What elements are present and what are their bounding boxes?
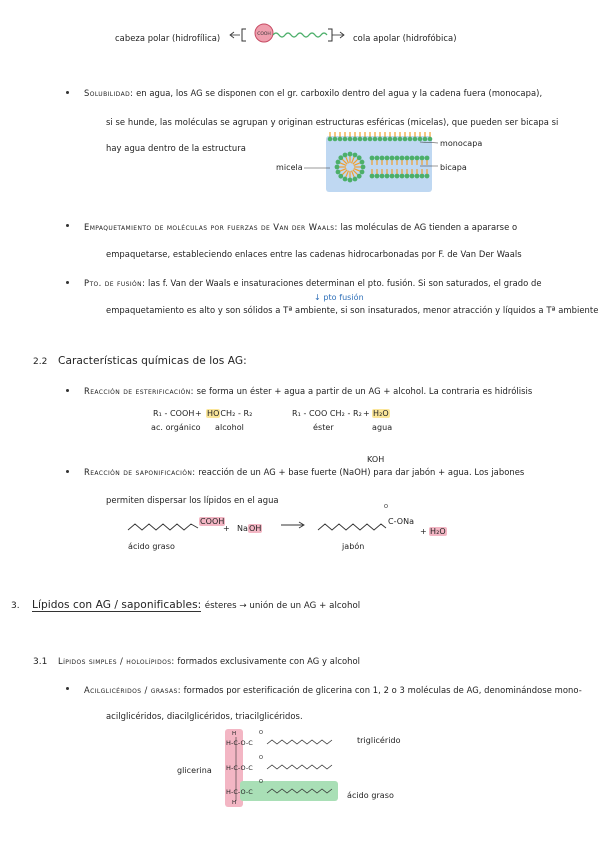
monolayer-head-icon bbox=[393, 137, 398, 142]
monolayer-head-icon bbox=[333, 137, 338, 142]
reaction-acid: R₁ - COOH bbox=[153, 409, 195, 418]
label-jabon: jabón bbox=[342, 542, 365, 551]
head-text: COOH bbox=[257, 32, 271, 37]
reaction-water bbox=[372, 409, 390, 418]
micelle-head-icon bbox=[348, 178, 353, 183]
acilgliceridos-paragraph bbox=[84, 685, 582, 695]
lipid-head-icon bbox=[410, 156, 415, 161]
section-2-2-number: 2.2 bbox=[33, 357, 48, 367]
lipid-head-icon bbox=[390, 174, 395, 179]
chain-2 bbox=[267, 765, 332, 769]
lipid-head-icon bbox=[395, 174, 400, 179]
micelle-head-icon bbox=[343, 153, 348, 158]
lipid-head-icon bbox=[420, 174, 425, 179]
micelle-head-icon bbox=[361, 165, 366, 170]
lipid-head-icon bbox=[405, 156, 410, 161]
monolayer-head-icon bbox=[348, 137, 353, 142]
soap-reactant-cooh bbox=[199, 517, 225, 526]
soap-base bbox=[237, 524, 262, 533]
section-3-1-heading bbox=[58, 656, 360, 666]
soap-product-group: C-ONa bbox=[388, 517, 415, 526]
soap-zigzag bbox=[318, 516, 388, 538]
carbonyl-o-3: O bbox=[259, 779, 263, 785]
micelle-head-icon bbox=[338, 155, 343, 160]
carbonyl-o-1: O bbox=[259, 730, 263, 736]
section-3-1-number: 3.1 bbox=[33, 657, 48, 667]
reaction-plus: + bbox=[363, 409, 370, 418]
section-3-1-rest: formados exclusivamente con AG y alcohol bbox=[177, 656, 361, 666]
saponificacion-paragraph bbox=[84, 467, 524, 477]
monolayer-head-icon bbox=[363, 137, 368, 142]
bullet bbox=[66, 281, 69, 284]
top-h-atom: H bbox=[232, 731, 237, 737]
label-acido-graso: ácido graso bbox=[128, 542, 175, 551]
label-acid: ac. orgánico bbox=[151, 423, 201, 432]
section-3-heading bbox=[32, 599, 360, 611]
fatty-acid-zigzag bbox=[128, 516, 200, 538]
lipid-head-icon bbox=[380, 174, 385, 179]
label-ester: éster bbox=[313, 423, 334, 432]
section-3-1-title: Lípidos simples / hololípidos: bbox=[58, 656, 175, 666]
micelle-head-icon bbox=[357, 174, 362, 179]
fusion-paragraph bbox=[84, 278, 542, 288]
label-micela: micela bbox=[276, 163, 303, 172]
esterificacion-line1: se forma un éster + agua a partir de un AG + alcohol. La contraria es hidrólisis bbox=[196, 386, 533, 396]
carbonyl-o-2: O bbox=[259, 755, 263, 761]
triglyceride-chains bbox=[267, 738, 337, 802]
reaction-alcohol bbox=[206, 409, 252, 418]
fusion-term: Pto. de fusión: bbox=[84, 278, 146, 288]
lipid-head-icon bbox=[415, 174, 420, 179]
fusion-annotation: ↓ pto fusión bbox=[314, 293, 364, 302]
chain-3 bbox=[267, 789, 332, 793]
tail-label: cola apolar (hidrofóbica) bbox=[353, 33, 457, 43]
alcohol-rest: CH₂ - R₂ bbox=[220, 409, 253, 418]
micelle-head-icon bbox=[360, 160, 365, 165]
lipid-head-icon bbox=[385, 174, 390, 179]
monolayer-head-icon bbox=[368, 137, 373, 142]
micelle-head-icon bbox=[353, 177, 358, 182]
lipid-head-icon bbox=[370, 156, 375, 161]
soap-water bbox=[429, 527, 447, 536]
bullet bbox=[66, 687, 69, 690]
bracket-left-icon bbox=[242, 29, 246, 41]
monolayer-head-icon bbox=[343, 137, 348, 142]
empaquetamiento-term: Empaquetamiento de moléculas por fuerzas de Van der Waals: bbox=[84, 222, 338, 232]
micelle-head-icon bbox=[336, 160, 341, 165]
label-glicerina: glicerina bbox=[177, 766, 212, 775]
monolayer-head-icon bbox=[388, 137, 393, 142]
water-highlight: H₂O bbox=[430, 527, 446, 536]
esterificacion-term: Reacción de esterificación: bbox=[84, 386, 194, 396]
lipid-head-icon bbox=[400, 156, 405, 161]
micelle-head-icon bbox=[338, 174, 343, 179]
label-trigliceridos: triglicérido bbox=[357, 736, 401, 745]
lipid-head-icon bbox=[405, 174, 410, 179]
glycerol-row-1: H-C-O-C bbox=[226, 739, 253, 747]
sodium: Na bbox=[237, 524, 248, 533]
soap-plus2: + bbox=[420, 527, 427, 536]
water-highlight: H₂O bbox=[373, 409, 389, 418]
acilgliceridos-term: Acilglicéridos / grasas: bbox=[84, 685, 181, 695]
section-3-rest: ésteres → unión de un AG + alcohol bbox=[204, 601, 361, 611]
section-2-2-title: Características químicas de los AG: bbox=[58, 355, 247, 367]
soap-plus: + bbox=[223, 524, 230, 533]
reaction-ester: R₁ - COO CH₂ - R₂ bbox=[292, 409, 362, 418]
lipid-head-icon bbox=[390, 156, 395, 161]
lipid-head-icon bbox=[410, 174, 415, 179]
oh-highlight: OH bbox=[249, 524, 262, 533]
solubilidad-line1: en agua, los AG se disponen con el gr. carboxilo dentro del agua y la cadena fuera (monocapa), bbox=[136, 88, 543, 98]
micelle-head-icon bbox=[348, 152, 353, 157]
glycerol-backbone bbox=[232, 737, 240, 801]
solubilidad-line3: hay agua dentro de la estructura bbox=[106, 143, 246, 153]
bullet bbox=[66, 91, 69, 94]
solubilidad-term: Solubilidad: bbox=[84, 88, 134, 98]
micelle-head-icon bbox=[343, 177, 348, 182]
section-3-title: Lípidos con AG / saponificables: bbox=[32, 599, 202, 611]
empaquetamiento-paragraph bbox=[84, 222, 517, 232]
hydroxyl-highlight: HO bbox=[207, 409, 220, 418]
acilgliceridos-line2: acilglicéridos, diacilglicéridos, triacilglicéridos. bbox=[106, 711, 303, 721]
koh-annotation: KOH bbox=[367, 455, 385, 464]
cooh-highlight: COOH bbox=[200, 517, 225, 526]
monolayer-head-icon bbox=[383, 137, 388, 142]
lipid-head-icon bbox=[395, 156, 400, 161]
bullet bbox=[66, 389, 69, 392]
label-acido-graso-tri: ácido graso bbox=[347, 791, 394, 800]
lipid-head-icon bbox=[375, 156, 380, 161]
soap-carbonyl-o: O bbox=[384, 504, 388, 510]
bottom-h-atom: H bbox=[232, 800, 237, 806]
label-water: agua bbox=[372, 423, 393, 432]
acilgliceridos-line1: formados por esterificación de glicerina con 1, 2 o 3 moléculas de AG, denominándose mono- bbox=[183, 685, 582, 695]
label-alcohol: alcohol bbox=[215, 423, 244, 432]
reaction-plus: + bbox=[195, 409, 202, 418]
saponificacion-line2: permiten dispersar los lípidos en el agua bbox=[106, 495, 279, 505]
label-connectors bbox=[420, 140, 440, 170]
monolayer-head-icon bbox=[358, 137, 363, 142]
monolayer-head-icon bbox=[408, 137, 413, 142]
glycerol-row-3: H-C-O-C bbox=[226, 788, 253, 796]
monolayer-head-icon bbox=[328, 137, 333, 142]
fatty-acid-diagram bbox=[240, 22, 350, 48]
lipid-head-icon bbox=[400, 174, 405, 179]
lipid-head-icon bbox=[415, 156, 420, 161]
monolayer-head-icon bbox=[338, 137, 343, 142]
solubilidad-line2: si se hunde, las moléculas se agrupan y originan estructuras esféricas (micelas), que pueden ser bicapa si bbox=[106, 117, 559, 127]
monolayer-head-icon bbox=[353, 137, 358, 142]
monolayer-head-icon bbox=[373, 137, 378, 142]
esterificacion-paragraph bbox=[84, 386, 532, 396]
micelle-head-icon bbox=[336, 170, 341, 175]
solubilidad-paragraph bbox=[84, 88, 542, 98]
saponificacion-term: Reacción de saponificación: bbox=[84, 467, 196, 477]
monolayer-head-icon bbox=[378, 137, 383, 142]
fusion-line1: las f. Van der Waals e insaturaciones determinan el pto. fusión. Si son saturados, el grado de bbox=[148, 278, 542, 288]
micelle-head-icon bbox=[335, 165, 340, 170]
empaquetamiento-line2: empaquetarse, estableciendo enlaces entre las cadenas hidrocarbonadas por F. de Van Der Waals bbox=[106, 249, 522, 259]
micelle-head-icon bbox=[353, 153, 358, 158]
micelle-head-icon bbox=[360, 170, 365, 175]
lipid-head-icon bbox=[370, 174, 375, 179]
monolayer-head-icon bbox=[398, 137, 403, 142]
bullet bbox=[66, 470, 69, 473]
lipid-head-icon bbox=[375, 174, 380, 179]
label-bicapa: bicapa bbox=[440, 163, 467, 172]
lipid-head-icon bbox=[380, 156, 385, 161]
lipid-head-icon bbox=[385, 156, 390, 161]
chain-1 bbox=[267, 740, 332, 744]
monolayer-head-icon bbox=[403, 137, 408, 142]
bracket-right-icon bbox=[328, 29, 332, 41]
micela-connector bbox=[304, 166, 334, 170]
tail-chain-icon bbox=[273, 33, 327, 37]
section-3-number: 3. bbox=[11, 601, 20, 611]
head-label: cabeza polar (hidrofílica) bbox=[115, 33, 221, 43]
lipid-head-icon bbox=[425, 174, 430, 179]
reaction-arrow-icon bbox=[281, 520, 307, 530]
monolayer-head-icon bbox=[413, 137, 418, 142]
empaquetamiento-line1: las moléculas de AG tienden a apararse o bbox=[340, 222, 518, 232]
glycerol-row-2: H-C-O-C bbox=[226, 764, 253, 772]
bullet bbox=[66, 224, 69, 227]
saponificacion-line1: reacción de un AG + base fuerte (NaOH) para dar jabón + agua. Los jabones bbox=[198, 467, 525, 477]
fusion-line2: empaquetamiento es alto y son sólidos a Tª ambiente, si son insaturados, menor atracción y líquidos a Tª ambiente bbox=[106, 305, 599, 315]
micelle-head-icon bbox=[357, 155, 362, 160]
label-monocapa: monocapa bbox=[440, 139, 483, 148]
